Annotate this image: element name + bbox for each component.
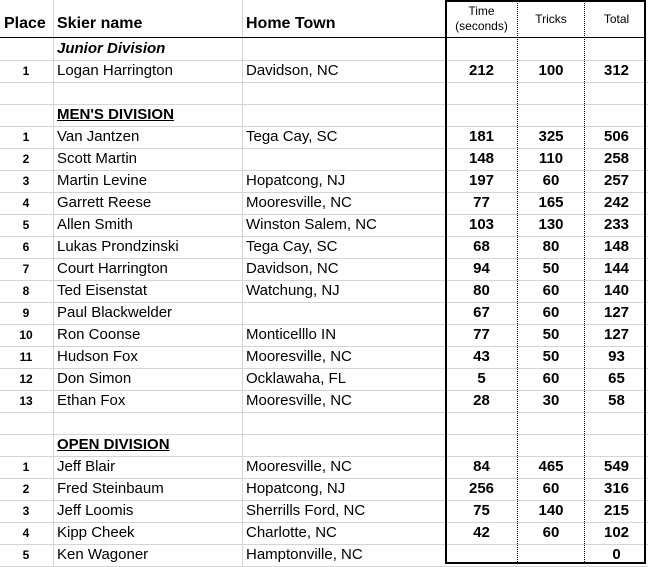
skier-name-cell: Ethan Fox xyxy=(57,392,126,409)
place-cell: 11 xyxy=(19,350,33,364)
place-cell: 9 xyxy=(22,306,30,320)
home-town-cell: Tega Cay, SC xyxy=(246,238,338,255)
place-cell: 3 xyxy=(22,174,30,188)
total-cell: 65 xyxy=(608,370,625,387)
table-row xyxy=(0,302,648,324)
home-town-cell: Mooresville, NC xyxy=(246,348,352,365)
total-cell: 127 xyxy=(603,326,630,343)
skier-name-cell: Hudson Fox xyxy=(57,348,138,365)
time-cell xyxy=(446,544,517,566)
total-cell: 257 xyxy=(603,172,630,189)
time-cell: 68 xyxy=(473,238,490,255)
division-title: MEN'S DIVISION xyxy=(57,106,174,123)
place-cell: 1 xyxy=(22,460,30,474)
table-row xyxy=(0,60,648,82)
time-cell: 67 xyxy=(473,304,490,321)
time-cell: 197 xyxy=(468,172,495,189)
tricks-cell: 50 xyxy=(542,348,560,365)
home-town-cell: Ocklawaha, FL xyxy=(246,370,347,387)
time-cell: 94 xyxy=(473,260,490,277)
home-town-cell: Mooresville, NC xyxy=(246,194,352,211)
total-cell: 140 xyxy=(603,282,630,299)
place-cell: 10 xyxy=(19,328,33,342)
place-cell: 1 xyxy=(22,130,30,144)
table-row xyxy=(0,258,648,280)
place-cell: 4 xyxy=(22,196,30,210)
header-time-unit: (seconds) xyxy=(455,19,508,33)
time-cell: 84 xyxy=(473,458,490,475)
tricks-cell: 30 xyxy=(542,392,560,409)
place-cell: 7 xyxy=(22,262,30,276)
time-cell: 75 xyxy=(473,502,490,519)
total-cell: 549 xyxy=(603,458,630,475)
table-row xyxy=(0,192,648,214)
tricks-cell: 130 xyxy=(538,216,564,233)
total-cell: 148 xyxy=(603,238,630,255)
place-cell: 8 xyxy=(22,284,30,298)
tricks-cell: 60 xyxy=(542,370,560,387)
header-tricks: Tricks xyxy=(535,12,567,26)
tricks-cell: 100 xyxy=(538,62,564,79)
header-time-label: Time xyxy=(468,4,495,18)
table-row xyxy=(0,324,648,346)
table-row xyxy=(0,280,648,302)
skier-name-cell: Logan Harrington xyxy=(57,62,173,79)
time-cell: 80 xyxy=(473,282,490,299)
table-row xyxy=(0,148,648,170)
skier-name-cell: Scott Martin xyxy=(57,150,138,167)
place-cell: 1 xyxy=(22,64,30,78)
total-cell: 58 xyxy=(608,392,625,409)
skier-name-cell: Martin Levine xyxy=(57,172,148,189)
header-total: Total xyxy=(603,12,630,26)
tricks-cell xyxy=(518,544,584,566)
table-row xyxy=(0,544,648,566)
skier-name-cell: Fred Steinbaum xyxy=(57,480,164,497)
skier-name-cell: Ron Coonse xyxy=(57,326,141,343)
skier-name-cell: Don Simon xyxy=(57,370,132,387)
place-cell: 5 xyxy=(22,548,30,562)
home-town-cell: Tega Cay, SC xyxy=(246,128,338,145)
place-cell: 2 xyxy=(22,482,30,496)
skier-name-cell: Jeff Blair xyxy=(57,458,116,475)
total-cell: 93 xyxy=(608,348,625,365)
tricks-cell: 140 xyxy=(538,502,564,519)
total-cell: 144 xyxy=(603,260,630,277)
total-cell: 215 xyxy=(603,502,630,519)
tricks-cell: 60 xyxy=(542,524,560,541)
table-row xyxy=(0,522,648,544)
table-row xyxy=(0,368,648,390)
total-cell: 258 xyxy=(603,150,630,167)
home-town-cell: Watchung, NJ xyxy=(246,282,340,299)
tricks-cell: 60 xyxy=(542,304,560,321)
time-cell: 77 xyxy=(473,194,490,211)
time-cell: 212 xyxy=(468,62,495,79)
tricks-cell: 60 xyxy=(542,172,560,189)
home-town-cell: Charlotte, NC xyxy=(246,524,337,541)
total-cell: 233 xyxy=(603,216,630,233)
table-row xyxy=(0,126,648,148)
place-cell: 13 xyxy=(19,394,33,408)
time-cell: 77 xyxy=(473,326,490,343)
total-cell: 242 xyxy=(603,194,630,211)
total-cell: 127 xyxy=(603,304,630,321)
tricks-cell: 50 xyxy=(542,326,560,343)
skier-name-cell: Ted Eisenstat xyxy=(57,282,148,299)
home-town-cell xyxy=(246,302,444,324)
table-row xyxy=(0,456,648,478)
home-town-cell: Winston Salem, NC xyxy=(246,216,377,233)
time-cell: 256 xyxy=(468,480,495,497)
home-town-cell: Mooresville, NC xyxy=(246,458,352,475)
skier-name-cell: Ken Wagoner xyxy=(57,546,149,563)
place-cell: 12 xyxy=(19,372,33,386)
tricks-cell: 60 xyxy=(542,480,560,497)
tricks-cell: 165 xyxy=(538,194,564,211)
place-cell: 3 xyxy=(22,504,30,518)
table-row xyxy=(0,170,648,192)
tricks-cell: 325 xyxy=(538,128,564,145)
table-row xyxy=(0,478,648,500)
table-row xyxy=(0,346,648,368)
time-cell: 103 xyxy=(468,216,495,233)
division-row xyxy=(0,38,648,60)
home-town-cell: Hopatcong, NJ xyxy=(246,480,346,497)
total-cell: 0 xyxy=(612,546,621,563)
place-cell: 5 xyxy=(22,218,30,232)
place-cell: 4 xyxy=(22,526,30,540)
table-row xyxy=(0,500,648,522)
home-town-cell: Sherrills Ford, NC xyxy=(246,502,366,519)
time-cell: 43 xyxy=(473,348,490,365)
table-row xyxy=(0,214,648,236)
division-row xyxy=(0,104,648,126)
home-town-cell: Hamptonville, NC xyxy=(246,546,363,563)
time-cell: 42 xyxy=(473,524,490,541)
skier-name-cell: Paul Blackwelder xyxy=(57,304,173,321)
skier-name-cell: Kipp Cheek xyxy=(57,524,135,541)
table-row xyxy=(0,236,648,258)
header-place: Place xyxy=(4,15,46,32)
skier-name-cell: Van Jantzen xyxy=(57,128,140,145)
home-town-cell: Hopatcong, NJ xyxy=(246,172,346,189)
tricks-cell: 80 xyxy=(542,238,560,255)
place-cell: 6 xyxy=(22,240,30,254)
division-title: OPEN DIVISION xyxy=(57,436,170,453)
header-skier-name: Skier name xyxy=(57,15,143,32)
header-home-town: Home Town xyxy=(246,15,336,32)
tricks-cell: 465 xyxy=(538,458,564,475)
total-cell: 102 xyxy=(603,524,630,541)
time-cell: 5 xyxy=(477,370,486,387)
skier-name-cell: Allen Smith xyxy=(57,216,133,233)
skier-name-cell: Lukas Prondzinski xyxy=(57,238,179,255)
skier-name-cell: Court Harrington xyxy=(57,260,168,277)
skier-name-cell: Garrett Reese xyxy=(57,194,152,211)
time-cell: 28 xyxy=(473,392,490,409)
division-title: Junior Division xyxy=(57,40,166,57)
total-cell: 506 xyxy=(603,128,630,145)
total-cell: 312 xyxy=(603,62,630,79)
tricks-cell: 60 xyxy=(542,282,560,299)
home-town-cell: Mooresville, NC xyxy=(246,392,352,409)
home-town-cell xyxy=(246,148,444,170)
tricks-cell: 110 xyxy=(538,150,564,167)
total-cell: 316 xyxy=(603,480,630,497)
skier-name-cell: Jeff Loomis xyxy=(57,502,134,519)
time-cell: 181 xyxy=(468,128,495,145)
home-town-cell: Davidson, NC xyxy=(246,62,339,79)
grid-line xyxy=(0,412,648,413)
grid-line xyxy=(0,82,648,83)
time-cell: 148 xyxy=(468,150,495,167)
division-row xyxy=(0,434,648,456)
table-row xyxy=(0,390,648,412)
home-town-cell: Davidson, NC xyxy=(246,260,339,277)
home-town-cell: Monticelllo IN xyxy=(246,326,337,343)
header-time xyxy=(446,4,517,34)
place-cell: 2 xyxy=(22,152,30,166)
tricks-cell: 50 xyxy=(542,260,560,277)
